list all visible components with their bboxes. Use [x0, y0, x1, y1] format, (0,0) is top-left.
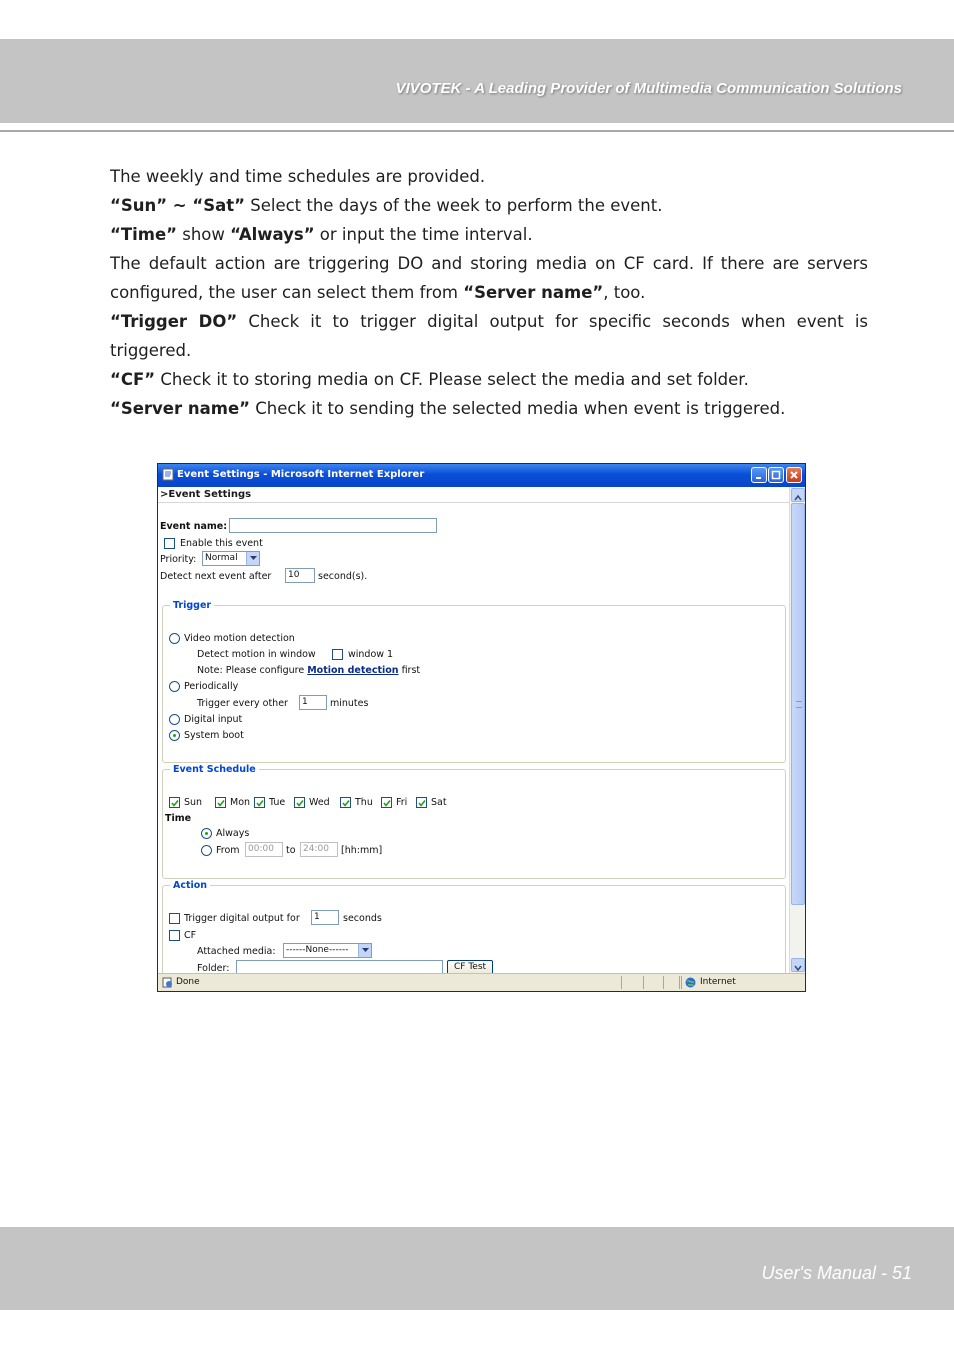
body-text	[110, 162, 868, 423]
trigger-do-checkbox[interactable]	[169, 913, 180, 924]
always-label: Always	[216, 828, 250, 839]
day-checkbox-wed[interactable]	[294, 797, 305, 808]
page-heading: >Event Settings	[160, 489, 252, 500]
day-label-mon: Mon	[230, 797, 251, 808]
priority-label: Priority:	[160, 554, 197, 565]
system-boot-label: System boot	[184, 730, 244, 741]
paragraph-intro: The weekly and time schedules are provided.	[110, 167, 486, 186]
priority-select[interactable]: Normal	[202, 551, 260, 566]
header-rule	[0, 130, 954, 132]
day-checkbox-mon[interactable]	[215, 797, 226, 808]
time-label: Time	[165, 813, 192, 824]
attached-media-select[interactable]: ------None------	[283, 943, 372, 958]
checkmark-icon	[383, 799, 391, 807]
enable-event-checkbox[interactable]	[164, 538, 175, 549]
checkmark-icon	[256, 799, 264, 807]
trigger-every-input[interactable]: 1	[299, 695, 327, 710]
checkmark-icon	[217, 799, 225, 807]
scroll-thumb[interactable]	[791, 503, 805, 905]
internet-zone-icon	[685, 977, 696, 988]
maximize-icon	[771, 470, 781, 480]
checkmark-icon	[171, 799, 179, 807]
day-label-tue: Tue	[269, 797, 286, 808]
schedule-legend: Event Schedule	[170, 764, 259, 775]
day-label-fri: Fri	[396, 797, 408, 808]
page-number: User's Manual - 51	[761, 1263, 912, 1283]
video-motion-label: Video motion detection	[184, 633, 295, 644]
from-radio[interactable]	[201, 845, 212, 856]
maximize-button[interactable]	[768, 467, 784, 483]
paragraph-default-action: The default action are triggering DO and storing media on CF card. If there are servers configured, the user can select them from “Server name”, too.	[110, 254, 868, 302]
cf-checkbox[interactable]	[169, 930, 180, 941]
checkmark-icon	[418, 799, 426, 807]
day-label-thu: Thu	[355, 797, 373, 808]
from-label: From	[216, 845, 240, 856]
trigger-legend: Trigger	[170, 600, 214, 611]
cf-test-button[interactable]: CF Test	[447, 960, 493, 973]
from-time-input[interactable]: 00:00	[245, 842, 283, 857]
paragraph-days: “Sun” ~ “Sat” Select the days of the week to perform the event.	[110, 196, 663, 215]
paragraph-cf: “CF” Check it to storing media on CF. Please select the media and set folder.	[110, 370, 749, 389]
system-boot-radio[interactable]	[169, 730, 180, 741]
folder-label: Folder:	[197, 963, 230, 973]
window1-checkbox[interactable]	[332, 649, 343, 660]
heading-rule	[158, 502, 789, 503]
close-icon	[789, 470, 799, 480]
window1-label: window 1	[348, 649, 394, 660]
status-bar	[158, 973, 805, 991]
cf-label: CF	[184, 930, 197, 941]
browser-client	[158, 487, 805, 973]
day-checkbox-sun[interactable]	[169, 797, 180, 808]
detect-motion-label: Detect motion in window	[197, 649, 316, 660]
paragraph-server-name: “Server name” Check it to sending the selected media when event is triggered.	[110, 399, 786, 418]
to-time-input[interactable]: 24:00	[300, 842, 338, 857]
ie-icon	[162, 468, 175, 481]
window-title: Event Settings - Microsoft Internet Explorer	[177, 469, 425, 480]
folder-input[interactable]	[236, 960, 443, 973]
scroll-down-button[interactable]	[791, 958, 805, 972]
enable-event-label: Enable this event	[180, 538, 263, 549]
trigger-fieldset	[162, 605, 786, 763]
event-name-label: Event name:	[160, 521, 228, 532]
zone-label: Internet	[700, 977, 736, 987]
minimize-icon	[754, 470, 764, 480]
video-motion-radio[interactable]	[169, 633, 180, 644]
digital-input-label: Digital input	[184, 714, 243, 725]
trigger-do-label: Trigger digital output for	[184, 913, 300, 924]
time-format-label: [hh:mm]	[341, 845, 383, 856]
trigger-every-label: Trigger every other	[197, 698, 288, 709]
trigger-do-seconds-label: seconds	[343, 913, 382, 924]
periodically-label: Periodically	[184, 681, 239, 692]
footer-band	[0, 1227, 954, 1310]
detect-next-input[interactable]: 10	[285, 568, 315, 583]
day-checkbox-fri[interactable]	[381, 797, 392, 808]
minimize-button[interactable]	[751, 467, 767, 483]
window-titlebar[interactable]	[158, 464, 805, 487]
day-checkbox-tue[interactable]	[254, 797, 265, 808]
action-legend: Action	[170, 880, 210, 891]
periodically-radio[interactable]	[169, 681, 180, 692]
detect-next-label: Detect next event after	[160, 571, 272, 582]
chevron-down-icon	[362, 948, 369, 953]
header-tagline: VIVOTEK - A Leading Provider of Multimedia Communication Solutions	[395, 80, 902, 97]
digital-input-radio[interactable]	[169, 714, 180, 725]
checkmark-icon	[342, 799, 350, 807]
day-label-wed: Wed	[309, 797, 330, 808]
day-label-sat: Sat	[431, 797, 447, 808]
trigger-do-input[interactable]: 1	[311, 910, 339, 925]
to-label: to	[286, 845, 296, 856]
motion-note: Note: Please configure Motion detection first	[197, 665, 421, 676]
attached-media-label: Attached media:	[197, 946, 276, 957]
paragraph-time: “Time” show “Always” or input the time interval.	[110, 225, 533, 244]
day-checkbox-sat[interactable]	[416, 797, 427, 808]
page-done-icon	[162, 977, 173, 988]
scroll-up-button[interactable]	[791, 488, 805, 502]
event-name-input[interactable]	[229, 518, 437, 533]
motion-detection-link[interactable]: Motion detection	[307, 665, 399, 676]
status-text: Done	[176, 977, 200, 987]
day-label-sun: Sun	[184, 797, 203, 808]
ie-window	[157, 463, 806, 992]
schedule-fieldset	[162, 769, 786, 879]
checkmark-icon	[296, 799, 304, 807]
chevron-down-icon	[250, 556, 257, 561]
minutes-label: minutes	[330, 698, 369, 709]
vertical-scrollbar[interactable]	[789, 487, 805, 973]
always-radio[interactable]	[201, 828, 212, 839]
header-band	[0, 39, 954, 123]
close-button[interactable]	[786, 467, 802, 483]
paragraph-trigger-do: “Trigger DO” Check it to trigger digital output for specific seconds when event is triggered.	[110, 312, 868, 360]
day-checkbox-thu[interactable]	[340, 797, 351, 808]
seconds-label: second(s).	[318, 571, 368, 582]
page-content	[158, 487, 789, 973]
